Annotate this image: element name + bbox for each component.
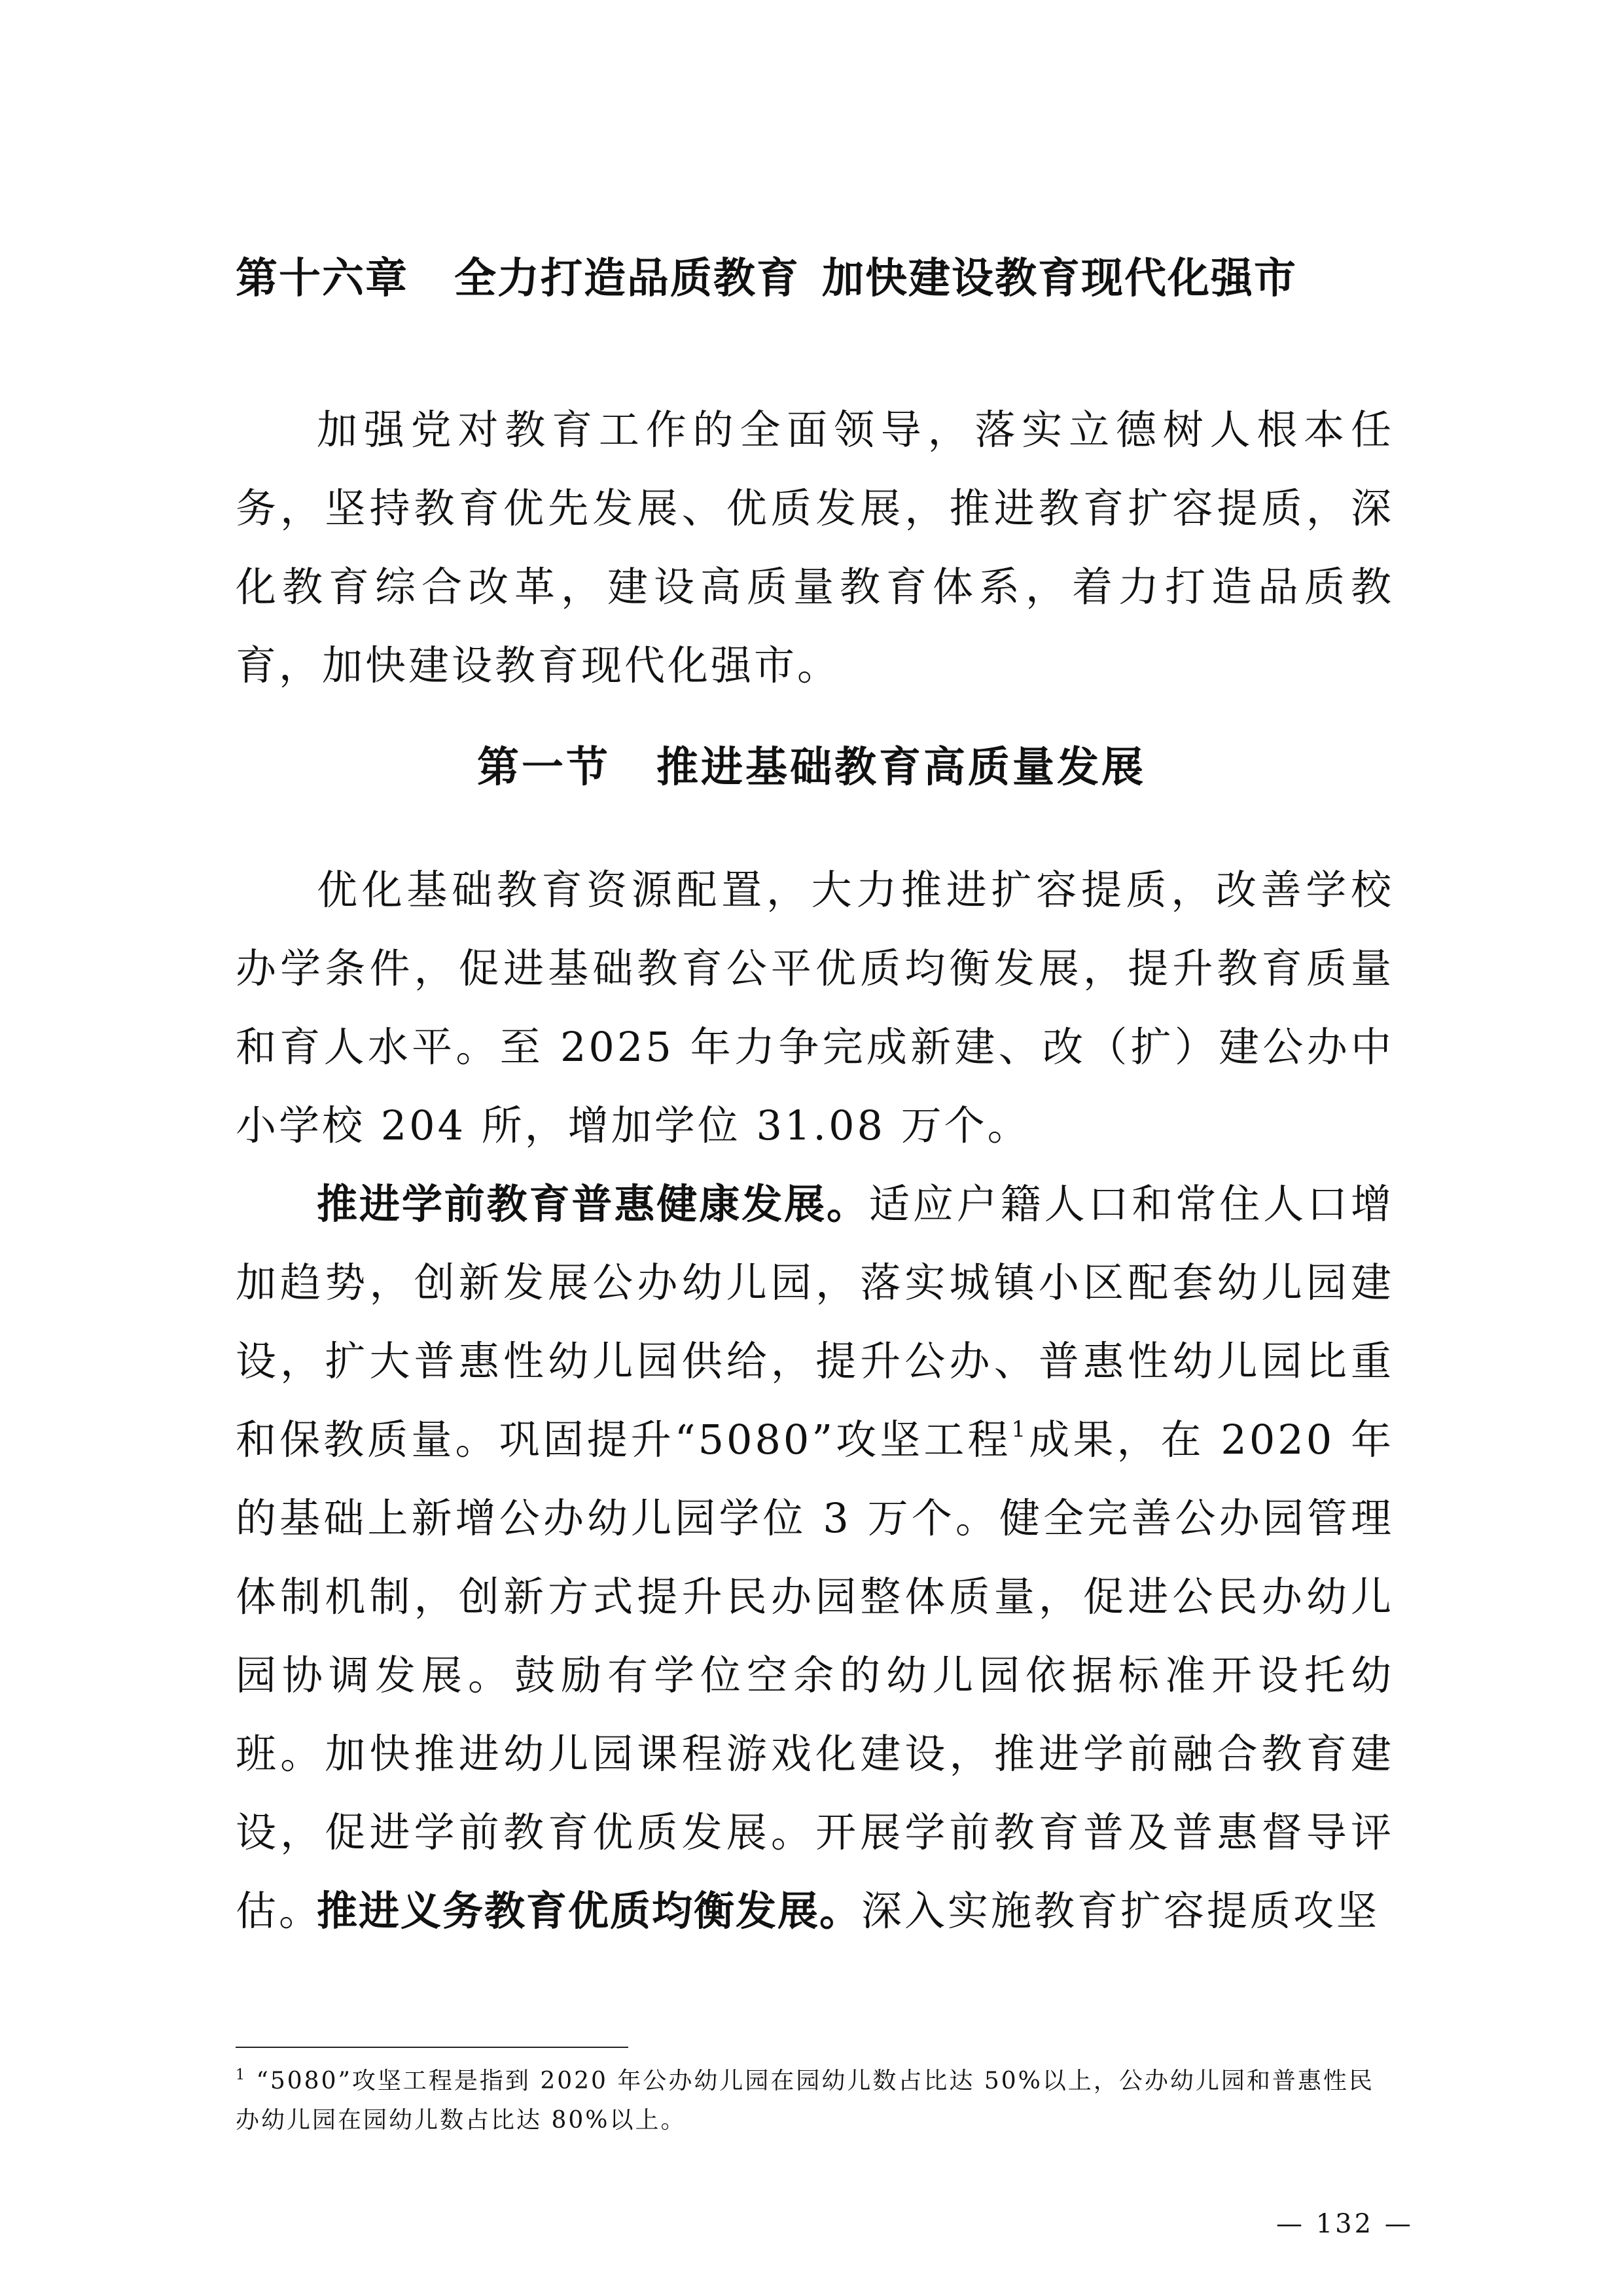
section-number: 第一节 <box>477 743 611 792</box>
preschool-text-2: 成果，在 2020 年的基础上新增公办幼儿园学位 3 万个。健全完善公办园管理体制机制，创新方式提升民办园整体质量，促进公民办幼儿园协调发展。鼓励有学位空余的幼儿园依据标准开设托幼班。加快推进幼儿园课程游戏化建设，推进学前融合教育建设，促进学前教育优质发展。开展学前教育普及普惠督导评估。 <box>236 1416 1394 1935</box>
section-title <box>0 735 1623 800</box>
compulsory-paragraph <box>236 1872 1394 1950</box>
intro-paragraph: 加强党对教育工作的全面领导，落实立德树人根本任务，坚持教育优先发展、优质发展，推进教育扩容提质，深化教育综合改革，建设高质量教育体系，着力打造品质教育，加快建设教育现代化强市。 <box>236 406 1394 689</box>
compulsory-text: 深入实施教育扩容提质攻坚 <box>861 1887 1380 1935</box>
chapter-title <box>236 247 1433 310</box>
section-title-text: 推进基础教育高质量发展 <box>656 743 1146 792</box>
preschool-text-1: 适应户籍人口和常住人口增加趋势，创新发展公办幼儿园，落实城镇小区配套幼儿园建设，扩大普惠性幼儿园供给，提升公办、普惠性幼儿园比重和保教质量。巩固提升“5080”攻坚工程 <box>236 1180 1394 1463</box>
footnote-mark: 1 <box>236 2067 247 2083</box>
preschool-paragraph <box>236 1165 1394 1950</box>
chapter-title-part1: 全力打造品质教育 <box>454 255 800 303</box>
chapter-number: 第十六章 <box>236 255 408 303</box>
footnote-text: “5080”攻坚工程是指到 2020 年公办幼儿园在园幼儿数占比达 50%以上，公办幼儿园和普惠性民办幼儿园在园幼儿数占比达 80%以上。 <box>236 2068 1374 2134</box>
resources-paragraph: 优化基础教育资源配置，大力推进扩容提质，改善学校办学条件，促进基础教育公平优质均衡发展，提升教育质量和育人水平。至 2025 年力争完成新建、改（扩）建公办中小学校 204 所，增加学位 31.08 万个。 <box>236 866 1394 1149</box>
preschool-lead: 推进学前教育普惠健康发展。 <box>317 1180 869 1228</box>
footnote <box>236 2062 1394 2140</box>
chapter-title-part2: 加快建设教育现代化强市 <box>822 255 1297 303</box>
footnote-divider <box>236 2047 628 2048</box>
page-number: — 132 — <box>1276 2209 1414 2239</box>
compulsory-lead: 推进义务教育优质均衡发展。 <box>317 1887 862 1935</box>
footnote-reference[interactable]: 1 <box>1011 1416 1029 1443</box>
